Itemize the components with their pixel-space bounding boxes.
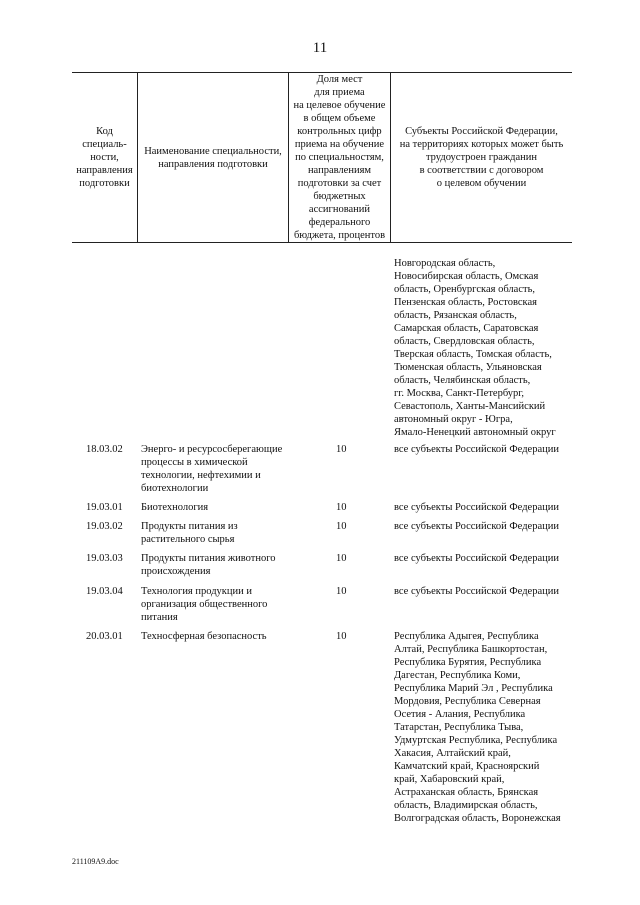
row-subjects: все субъекты Российской Федерации: [394, 444, 559, 455]
row-name: Технология продукции и организация общественного питания: [141, 586, 268, 623]
row-share: 10: [336, 631, 347, 642]
document-footer: 211109A9.doc: [72, 857, 119, 866]
row-code: 19.03.01: [86, 502, 123, 513]
row-code: 19.03.02: [86, 521, 123, 532]
row-share: 10: [336, 444, 347, 455]
row-subjects: все субъекты Российской Федерации: [394, 502, 559, 513]
row-subjects: все субъекты Российской Федерации: [394, 586, 559, 597]
row-code: 20.03.01: [86, 631, 123, 642]
row-name: Продукты питания животного происхождения: [141, 553, 276, 577]
row-share: 10: [336, 502, 347, 513]
row-code: 19.03.03: [86, 553, 123, 564]
row-subjects: Республика Адыгея, Республика Алтай, Республика Башкортостан, Республика Бурятия, Республика Дагестан, Республика Коми, Республика Марий Эл , Республика Мордовия, Республика Северная Осетия - Алания, Республика Татарстан, Республика Тыва, Удмуртская Республика, Республика Хакасия, Алтайский край, Камчатский край, Красноярский край, Хабаровский край, Астраханская область, Брянская область, Владимирская область, Волгоградская область, Воронежская: [394, 631, 561, 824]
row-subjects: все субъекты Российской Федерации: [394, 553, 559, 564]
continuation-subjects: Новгородская область, Новосибирская область, Омская область, Оренбургская область, Пензенская область, Ростовская область, Рязанская область, Самарская область, Саратовская область, Свердловская область, Тверская область, Томская область, Тюменская область, Ульяновская область, Челябинская область, гг. Москва, Санкт-Петербург, Севастополь, Ханты-Мансийский автономный округ - Югра, Ямало-Ненецкий автономный округ: [394, 258, 556, 438]
row-name: Биотехнология: [141, 502, 209, 513]
row-share: 10: [336, 521, 347, 532]
row-name: Продукты питания из растительного сырья: [141, 521, 238, 545]
header-name: Наименование специальности, направления подготовки: [144, 145, 282, 170]
row-share: 10: [336, 553, 347, 564]
table-header-bottom-border: [72, 242, 572, 243]
row-share: 10: [336, 586, 347, 597]
header-share: Доля мест для приема на целевое обучение в общем объеме контрольных цифр приема на обучение по специальностям, направлениям подготовки за счет бюджетных ассигнований федерального бюджета, процентов: [293, 74, 386, 241]
header-subjects: Субъекты Российской Федерации, на территориях которых может быть трудоустроен гражданин в соответствии с договором о целевом обучении: [399, 126, 564, 189]
row-subjects: все субъекты Российской Федерации: [394, 521, 559, 532]
row-name: Техносферная безопасность: [141, 631, 267, 642]
row-code: 19.03.04: [86, 586, 123, 597]
row-code: 18.03.02: [86, 444, 123, 455]
page-number: 11: [312, 40, 328, 56]
row-name: Энерго- и ресурсосберегающие процессы в химической технологии, нефтехимии и биотехнологии: [141, 444, 283, 494]
header-code: Код специаль- ности, направления подготовки: [76, 126, 133, 189]
